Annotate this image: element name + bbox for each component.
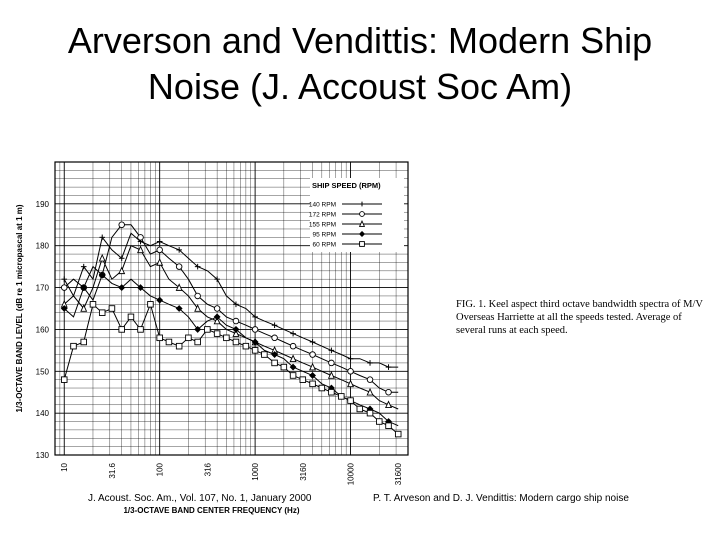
data-point [99,310,105,316]
data-point [157,247,163,253]
data-point [99,255,105,261]
data-point [272,322,278,328]
x-tick-label: 100 [155,463,165,477]
data-point [119,222,125,228]
data-point [90,302,96,308]
data-point [367,360,373,366]
data-point [357,406,363,412]
data-point [233,318,239,324]
legend-label: 95 RPM [312,231,336,239]
x-tick-label: 316 [203,463,213,477]
data-point [290,331,296,337]
data-point [109,306,115,312]
data-point [262,352,268,358]
slide-title: Arverson and Vendittis: Modern Ship Noise (J. Accoust Soc Am) [67,20,653,107]
data-point [281,364,287,370]
data-point [128,314,134,320]
data-point [348,398,354,404]
data-point [157,335,163,341]
x-tick-label: 1000 [251,463,261,481]
legend-label: 140 RPM [308,201,336,209]
data-point [166,339,172,345]
x-tick-label: 10 [60,463,70,472]
data-point [348,356,354,362]
data-point [367,389,373,395]
data-point [157,297,163,303]
data-point [138,235,144,241]
data-point [300,377,306,383]
data-point [233,339,239,345]
data-point [386,389,392,395]
data-point [252,327,258,333]
data-point [360,212,365,217]
data-point [119,268,125,274]
data-point [348,381,354,387]
data-point [224,335,230,341]
data-point [310,364,316,370]
data-point [186,335,192,341]
legend-label: 155 RPM [308,221,336,229]
data-point [195,293,201,299]
data-point [310,381,316,387]
x-tick-label: 31.6 [107,463,117,479]
data-point [290,373,296,379]
data-point [214,306,220,312]
y-tick-label: 170 [35,283,49,293]
legend-label: 60 RPM [312,241,336,249]
chart-legend [309,178,404,252]
data-point [138,327,144,333]
data-point [272,360,278,366]
x-tick-label: 10000 [346,463,356,486]
data-point [386,401,392,407]
legend-title: SHIP SPEED (RPM) [312,181,381,190]
x-tick-label: 31600 [394,463,404,486]
data-point [367,410,373,416]
data-point [176,343,182,349]
series-line [64,233,398,367]
data-point [243,343,249,349]
y-tick-label: 160 [35,325,49,335]
data-point [348,368,354,374]
data-point [329,389,335,395]
data-point [81,339,87,345]
data-point [310,339,316,345]
series-155-rpm [61,246,398,409]
data-point [71,343,77,349]
data-point [157,259,163,265]
data-point [360,242,365,247]
data-point [252,348,258,354]
data-point [176,264,182,270]
data-point [119,327,125,333]
y-tick-label: 180 [35,241,49,251]
data-point [338,394,344,400]
y-tick-label: 130 [35,451,49,460]
data-point [329,360,335,366]
figure-caption: FIG. 1. Keel aspect third octave bandwidth spectra of M/V Overseas Harriette at all the speeds tested. Average of several runs at each speed. [456,299,703,336]
data-point [310,352,316,358]
data-point [205,327,211,333]
x-axis-title: 1/3-OCTAVE BAND CENTER FREQUENCY (Hz) [123,506,300,515]
data-point [61,377,67,383]
author-citation: P. T. Arveson and D. J. Vendittis: Modern cargo ship noise [373,493,629,504]
legend-label: 172 RPM [308,211,336,219]
data-point [214,331,220,337]
y-axis-title: 1/3-OCTAVE BAND LEVEL (dB re 1 micropascal at 1 m) [15,204,24,413]
data-point [272,335,278,341]
data-point [61,276,67,282]
y-tick-label: 150 [35,367,49,377]
data-point [376,419,382,425]
data-point [148,302,154,308]
data-point [61,285,67,291]
y-tick-label: 190 [35,199,49,209]
data-point [367,377,373,383]
data-point [395,431,401,437]
journal-citation: J. Acoust. Soc. Am., Vol. 107, No. 1, January 2000 [88,493,312,504]
data-point [290,355,296,361]
data-point [319,385,325,391]
series-140-rpm [61,233,398,370]
data-point [157,239,163,245]
data-point [290,343,296,349]
x-tick-label: 3160 [298,463,308,481]
data-point [195,339,201,345]
data-point [386,423,392,429]
y-tick-label: 140 [35,409,49,419]
data-point [386,364,392,370]
